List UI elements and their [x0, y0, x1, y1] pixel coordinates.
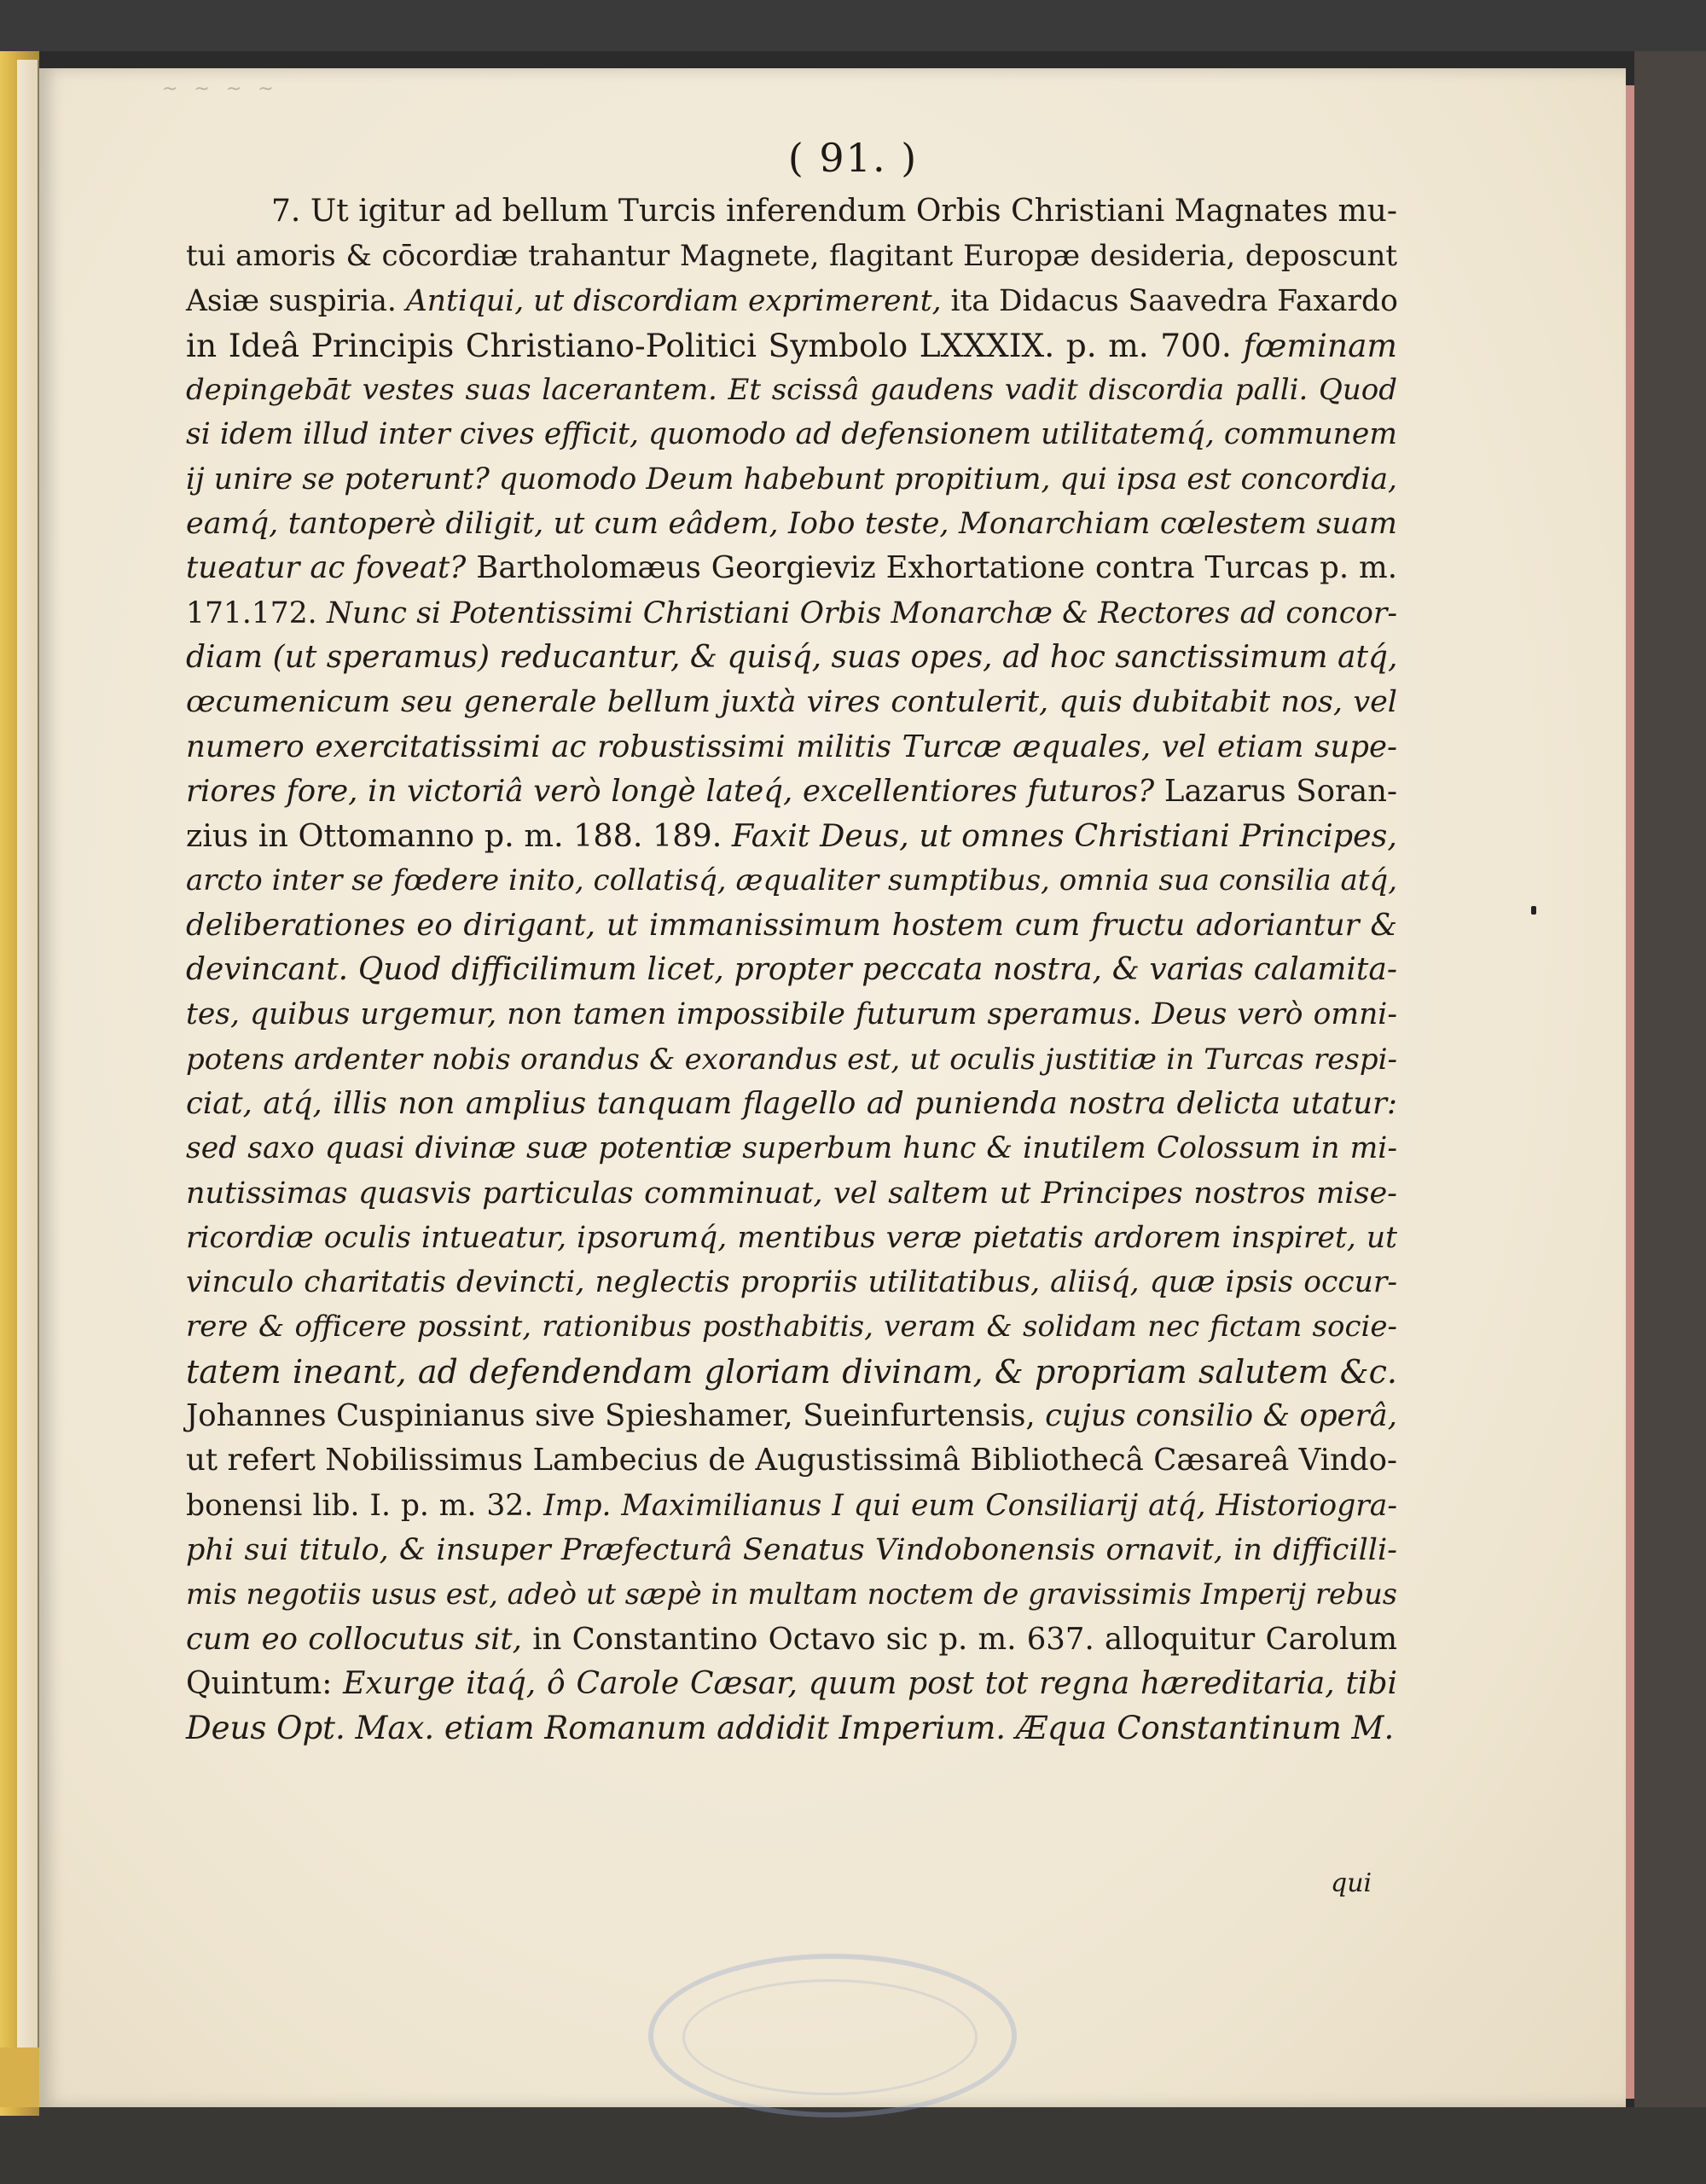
text-line: [186, 1528, 1397, 1572]
text-segment: ut refert Nobilissimus Lambecius de Augustissimâ Bibliothecâ Cæsareâ Vindo-: [186, 1443, 1397, 1478]
text-line: [186, 992, 1397, 1037]
text-segment: vinculo charitatis devincti, neglectis propriis utilitatibus, aliisq́, quæ ipsis occur-: [186, 1265, 1397, 1300]
text-segment: phi sui titulo, & insuper Præfecturâ Senatus Vindobonensis ornavit, in difficilli-: [186, 1532, 1397, 1567]
text-segment: depingebāt vestes suas lacerantem. Et scissâ gaudens vadit discordia palli. Quod: [186, 373, 1397, 408]
text-segment: ita Didacus Saavedra Faxardo: [941, 283, 1398, 318]
pencil-marks: ~ ~ ~ ~: [162, 78, 279, 100]
text-segment: fœminam: [1243, 326, 1397, 364]
ink-speck: [1531, 906, 1536, 915]
text-line: [186, 1438, 1397, 1483]
page-number-header: ( 91. ): [787, 135, 919, 181]
text-line: [186, 725, 1397, 770]
text-line: [186, 591, 1397, 636]
text-segment: ij unire se poterunt? quomodo Deum habebunt propitium, qui ipsa est concordia,: [186, 462, 1397, 497]
text-segment: œcumenicum seu generale bellum juxtà vires contulerit, quis dubitabit nos, vel: [186, 685, 1397, 720]
text-segment: potens ardenter nobis orandus & exorandus est, ut oculis justitiæ in Turcas respi-: [186, 1042, 1397, 1077]
text-line: [186, 1706, 1397, 1751]
text-line: [186, 636, 1397, 680]
text-segment: riores fore, in victoriâ verò longè lateq́, excellentiores futuros?: [186, 773, 1155, 809]
text-line: [186, 948, 1397, 992]
text-segment: Bartholomæus Georgieviz Exhortatione contra Turcas p. m.: [466, 550, 1397, 586]
text-segment: mis negotiis usus est, adeò ut sæpè in multam noctem de gravissimis Imperij rebus: [186, 1577, 1397, 1612]
text-line: [186, 234, 1397, 278]
text-segment: Johannes Cuspinianus sive Spieshamer, Sueinfurtensis,: [186, 1398, 1046, 1434]
text-line: [186, 412, 1397, 456]
text-line: [186, 546, 1397, 590]
text-line: [186, 680, 1397, 724]
text-line: [186, 1350, 1397, 1394]
text-segment: cujus consilio & operâ,: [1045, 1398, 1397, 1434]
text-segment: bonensi lib. I. p. m. 32.: [186, 1488, 544, 1523]
text-line: [186, 279, 1397, 323]
text-line: [186, 1618, 1397, 1662]
text-segment: tatem ineant, ad defendendam gloriam divinam, & propriam salutem &c.: [186, 1352, 1397, 1391]
text-segment: rere & officere possint, rationibus posthabitis, veram & solidam nec fictam socie-: [186, 1310, 1397, 1345]
text-segment: arcto inter se fœdere inito, collatisq́, æqualiter sumptibus, omnia sua consilia atq́,: [186, 863, 1397, 898]
text-segment: Antiqui, ut discordiam exprimerent,: [405, 283, 942, 318]
text-segment: numero exercitatissimi ac robustissimi militis Turcæ æquales, vel etiam supe-: [186, 729, 1397, 764]
text-segment: eamq́, tantoperè diligit, ut cum eâdem, Iobo teste, Monarchiam cœlestem suam: [186, 507, 1397, 542]
text-segment: Imp. Maximilianus I qui eum Consiliarij atq́, Historiogra-: [543, 1488, 1397, 1523]
library-stamp-inner: [682, 1979, 978, 2095]
text-segment: in Constantino Octavo sic p. m. 637. alloquitur Carolum: [521, 1621, 1397, 1657]
text-segment: Exurge itaq́, ô Carole Cæsar, quum post tot regna hæreditaria, tibi: [343, 1665, 1398, 1701]
text-segment: Nunc si Potentissimi Christiani Orbis Monarchæ & Rectores ad concor-: [326, 595, 1397, 630]
text-line: [186, 1260, 1397, 1304]
text-segment: Quintum:: [186, 1665, 344, 1701]
text-segment: 171.172.: [186, 595, 327, 630]
text-segment: cum eo collocutus sit,: [186, 1621, 522, 1657]
text-segment: zius in Ottomanno p. m. 188. 189.: [186, 817, 732, 855]
text-segment: tueatur ac foveat?: [186, 550, 467, 586]
text-line: [186, 1082, 1397, 1126]
text-line: [186, 1126, 1397, 1170]
text-line: [186, 323, 1397, 368]
text-segment: deliberationes eo dirigant, ut immanissimum hostem cum fructu adoriantur &: [186, 907, 1397, 943]
text-segment: ciat, atq́, illis non amplius tanquam flagello ad punienda nostra delicta utatur:: [186, 1085, 1397, 1121]
text-line: [186, 858, 1397, 903]
body-text: [186, 189, 1397, 1751]
text-segment: diam (ut speramus) reducantur, & quisq́, suas opes, ad hoc sanctissimum atq́,: [186, 639, 1398, 675]
text-segment: 7. Ut igitur ad bellum Turcis inferendum Orbis Christiani Magnates mu-: [271, 194, 1397, 229]
text-segment: nutissimas quasvis particulas comminuat, vel saltem ut Principes nostros mise-: [186, 1176, 1397, 1211]
text-line: [186, 1304, 1397, 1349]
text-line: [186, 814, 1397, 858]
text-segment: tes, quibus urgemur, non tamen impossibile futurum speramus. Deus verò omni-: [186, 997, 1397, 1032]
text-segment: in Ideâ Principis Christiano-Politici Symbolo LXXXIX. p. m. 700.: [186, 326, 1244, 364]
text-line: [186, 770, 1397, 814]
text-segment: si idem illud inter cives efficit, quomodo ad defensionem utilitatemq́, communem: [186, 417, 1397, 452]
text-segment: sed saxo quasi divinæ suæ potentiæ superbum hunc & inutilem Colossum in mi-: [186, 1131, 1397, 1166]
text-segment: devincant. Quod difficilimum licet, propter peccata nostra, & varias calamita-: [186, 952, 1397, 988]
text-segment: ricordiæ oculis intueatur, ipsorumq́, mentibus veræ pietatis ardorem inspiret, ut: [186, 1220, 1397, 1255]
top-background: [0, 0, 1706, 51]
bottom-background: [0, 2107, 1706, 2184]
text-line: [186, 457, 1397, 502]
previous-page-leaf: [17, 60, 39, 2099]
text-line: [186, 1171, 1397, 1216]
text-line: [186, 502, 1397, 546]
page-right-edge: [1626, 85, 1634, 2099]
text-line: [186, 1484, 1397, 1528]
right-background: [1634, 51, 1706, 2184]
text-line: [186, 1572, 1397, 1617]
text-segment: Faxit Deus, ut omnes Christiani Principes,: [731, 817, 1397, 855]
text-line: [186, 1394, 1397, 1438]
text-line: [186, 903, 1397, 948]
text-segment: tui amoris & cōcordiæ trahantur Magnete, flagitant Europæ desideria, deposcunt: [186, 239, 1397, 274]
text-line: [186, 1662, 1397, 1706]
text-line: [186, 189, 1397, 234]
text-line: [186, 368, 1397, 412]
text-line: [186, 1037, 1397, 1082]
catchword: qui: [1331, 1868, 1372, 1898]
text-line: [186, 1216, 1397, 1260]
text-segment: Asiæ suspiria.: [186, 283, 406, 318]
text-segment: Deus Opt. Max. etiam Romanum addidit Imperium. Æqua Constantinum M.: [186, 1710, 1395, 1747]
text-segment: Lazarus Soran-: [1154, 773, 1397, 809]
